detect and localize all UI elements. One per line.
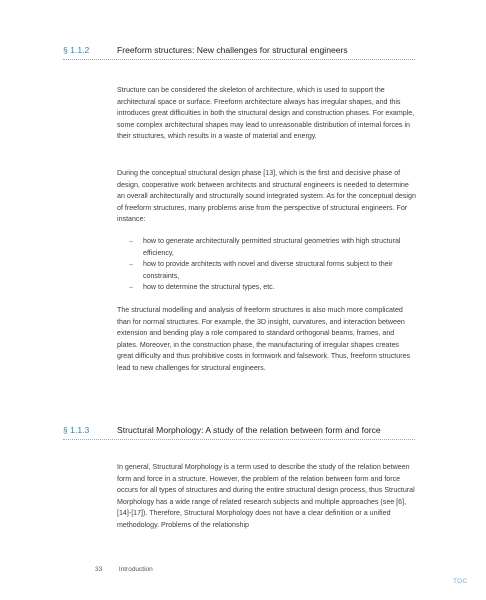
- list-item: – how to determine the structural types, etc.: [129, 283, 275, 292]
- section-heading-1-1-3: [63, 425, 415, 440]
- section-title: Freeform structures: New challenges for structural engineers: [117, 45, 348, 55]
- section-heading-1-1-2: [63, 45, 415, 60]
- paragraph-conceptual-design: During the conceptual structural design phase [13], which is the first and decisive phase of design, cooperative work between architects and structural engineers is needed to determine an overall architecturally and structurally sound integrated system. As for the conceptual design of freeform structures, many problems arise from the perspective of structural engineers. For instance:: [117, 169, 416, 224]
- section-number: § 1.1.2: [63, 45, 90, 55]
- toc-link[interactable]: TOC: [453, 578, 468, 585]
- page-number: 33: [95, 566, 103, 573]
- paragraph-structure: Structure can be considered the skeleton of architecture, which is used to support the architectural space or surface. Freeform architecture always has irregular shapes, and this introduces great difficulties in both the structural design and construction phases. For example, some complex architectural shapes may lead to unreasonable distribution of internal forces in their structures, which results in a waste of material and energy.: [117, 86, 415, 141]
- paragraph-modelling: The structural modelling and analysis of freeform structures is also much more complicated than for normal structures. For example, the 3D insight, curvatures, and interaction between extension and bending play a role compared to standard orthogonal beams, frames, and plates. Moreover, in the construction phase, the manufacturing of irregular shapes creates great difficulty and thus prohibitive costs in formwork and falsework. Thus, freeform structures lead to new challenges for structural engineers.: [117, 306, 411, 372]
- paragraph-structural-morphology: In general, Structural Morphology is a term used to describe the study of the relation between form and force in a structure. However, the problem of the relation between form and force occurs for all types of structures and during the entire structural design process, thus Structural Morphology has a wide range of related research subjects and multiple approaches (see [6], [14]-[17]). Therefore, Structural Morphology does not have a clear definition or a unified methodology. Problems of the relationship: [117, 463, 415, 529]
- page-footer: [95, 566, 153, 573]
- list-item: – how to generate architecturally permitted structural geometries with high structural efficiency,: [129, 237, 401, 257]
- section-number: § 1.1.3: [63, 425, 90, 435]
- list-item: – how to provide architects with novel and diverse structural forms subject to their constraints,: [129, 260, 393, 280]
- challenges-list: [117, 236, 417, 294]
- footer-section-label: Introduction: [118, 566, 153, 573]
- section-title: Structural Morphology: A study of the relation between form and force: [117, 425, 381, 435]
